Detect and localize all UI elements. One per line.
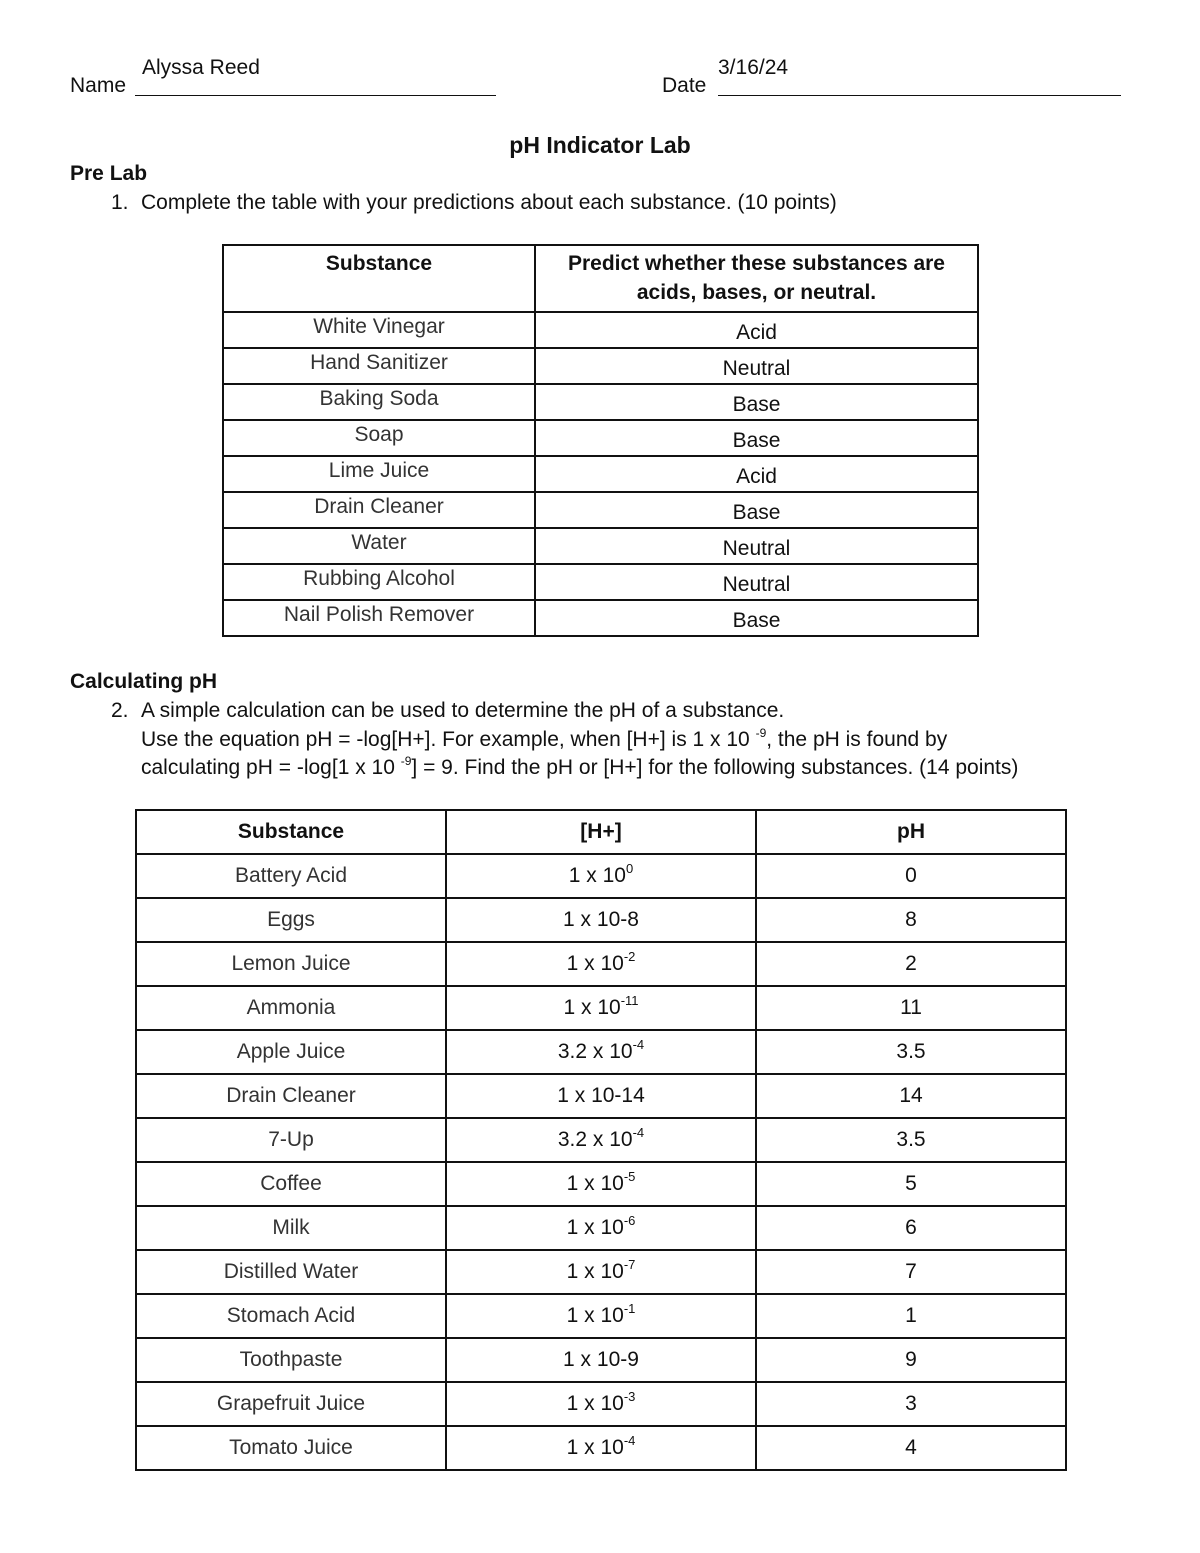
table-header-row [223, 245, 978, 312]
h-exponent: -2 [623, 949, 636, 964]
ph-cell[interactable]: 14 [756, 1074, 1066, 1118]
h-base: 1 x 10 [568, 864, 626, 887]
substance-cell: Battery Acid [136, 854, 446, 898]
q2-line3-exponent: -9 [400, 754, 412, 768]
table-row [223, 492, 978, 528]
substance-cell: Lemon Juice [136, 942, 446, 986]
ph-cell[interactable]: 9 [756, 1338, 1066, 1382]
question-2-line3 [141, 754, 1018, 783]
question-2-text [141, 697, 1018, 783]
h-concentration-cell[interactable] [446, 1030, 756, 1074]
question-1-number: 1. [111, 191, 129, 214]
h-exponent: 0 [625, 861, 634, 876]
table-header-row [136, 810, 1066, 854]
h-base: 1 x 10 [566, 952, 624, 975]
substance-cell: Eggs [136, 898, 446, 942]
question-2-line2 [141, 726, 1018, 755]
h-exponent: -4 [632, 1125, 645, 1140]
substance-cell: Toothpaste [136, 1338, 446, 1382]
substance-cell: Grapefruit Juice [136, 1382, 446, 1426]
prediction-cell[interactable]: Base [535, 600, 978, 636]
ph-cell[interactable]: 3 [756, 1382, 1066, 1426]
substance-cell: Nail Polish Remover [223, 600, 535, 636]
ph-cell[interactable]: 4 [756, 1426, 1066, 1470]
calc-heading: Calculating pH [70, 670, 218, 693]
table-row [223, 456, 978, 492]
substance-cell: Hand Sanitizer [223, 348, 535, 384]
table-row [136, 854, 1066, 898]
table-row [223, 312, 978, 348]
date-field[interactable]: 3/16/24 [718, 56, 789, 79]
q2-line3-part-a: calculating pH = -log[1 x 10 [141, 756, 401, 779]
col-prediction-line1: Predict whether these substances are [568, 252, 945, 275]
h-base: 3.2 x 10 [557, 1128, 633, 1151]
table-row [223, 384, 978, 420]
substance-cell: 7-Up [136, 1118, 446, 1162]
substance-cell: Rubbing Alcohol [223, 564, 535, 600]
h-exponent: -1 [623, 1301, 636, 1316]
q2-line2-exponent: -9 [755, 725, 767, 740]
table-row [136, 1250, 1066, 1294]
table-row [136, 1426, 1066, 1470]
prediction-cell[interactable]: Acid [535, 456, 978, 492]
table-row [136, 898, 1066, 942]
name-line [135, 95, 496, 96]
prediction-cell[interactable]: Base [535, 420, 978, 456]
q2-line2-part-a: Use the equation pH = -log[H+]. For example, when [H+] is 1 x 10 [141, 727, 756, 751]
h-concentration-cell[interactable] [446, 1074, 756, 1118]
h-concentration-cell[interactable] [446, 1382, 756, 1426]
prelab-heading: Pre Lab [70, 162, 148, 185]
table-row [136, 1338, 1066, 1382]
substance-cell: White Vinegar [223, 312, 535, 348]
h-concentration-cell[interactable] [446, 1250, 756, 1294]
name-label: Name [70, 74, 127, 97]
h-concentration-cell[interactable] [446, 1206, 756, 1250]
h-base: 3.2 x 10 [557, 1040, 633, 1063]
h-base: 1 x 10-14 [557, 1084, 645, 1107]
h-concentration-cell[interactable] [446, 942, 756, 986]
ph-cell[interactable]: 2 [756, 942, 1066, 986]
h-base: 1 x 10 [563, 996, 621, 1019]
h-concentration-cell[interactable] [446, 854, 756, 898]
prediction-cell[interactable]: Neutral [535, 528, 978, 564]
h-exponent: -3 [623, 1389, 636, 1404]
table-row [223, 348, 978, 384]
prediction-cell[interactable]: Base [535, 384, 978, 420]
table-row [136, 1030, 1066, 1074]
substance-cell: Stomach Acid [136, 1294, 446, 1338]
prediction-table [222, 244, 979, 637]
table-row [136, 942, 1066, 986]
substance-cell: Soap [223, 420, 535, 456]
table-row [136, 1074, 1066, 1118]
substance-cell: Ammonia [136, 986, 446, 1030]
col-substance: Substance [136, 810, 446, 854]
h-concentration-cell[interactable] [446, 1294, 756, 1338]
ph-cell[interactable]: 1 [756, 1294, 1066, 1338]
ph-calculation-table [135, 809, 1067, 1471]
table-row [136, 1118, 1066, 1162]
prediction-cell[interactable]: Neutral [535, 348, 978, 384]
question-1-text: Complete the table with your predictions about each substance. (10 points) [141, 191, 837, 214]
table-row [136, 1206, 1066, 1250]
h-concentration-cell[interactable] [446, 1118, 756, 1162]
h-exponent: -4 [623, 1433, 636, 1448]
h-concentration-cell[interactable] [446, 986, 756, 1030]
substance-cell: Lime Juice [223, 456, 535, 492]
page-title: pH Indicator Lab [509, 132, 691, 158]
ph-cell[interactable]: 5 [756, 1162, 1066, 1206]
date-line [718, 95, 1121, 96]
substance-cell: Coffee [136, 1162, 446, 1206]
ph-cell[interactable]: 3.5 [756, 1030, 1066, 1074]
h-base: 1 x 10 [566, 1304, 624, 1327]
table-row [136, 1162, 1066, 1206]
h-exponent: -4 [632, 1037, 645, 1052]
name-field[interactable]: Alyssa Reed [142, 56, 260, 79]
table-row [223, 420, 978, 456]
col-h-concentration: [H+] [446, 810, 756, 854]
h-base: 1 x 10 [566, 1260, 624, 1283]
q2-line2-part-b: , the pH is found by [766, 727, 948, 751]
h-base: 1 x 10 [566, 1392, 624, 1415]
ph-cell[interactable]: 7 [756, 1250, 1066, 1294]
ph-cell[interactable]: 6 [756, 1206, 1066, 1250]
h-exponent: -5 [623, 1169, 636, 1184]
date-label: Date [662, 74, 707, 97]
substance-cell: Apple Juice [136, 1030, 446, 1074]
question-2-line1: A simple calculation can be used to determine the pH of a substance. [141, 699, 785, 722]
table-row [136, 1382, 1066, 1426]
substance-cell: Drain Cleaner [136, 1074, 446, 1118]
col-ph: pH [756, 810, 1066, 854]
h-base: 1 x 10 [566, 1216, 624, 1239]
ph-cell[interactable]: 11 [756, 986, 1066, 1030]
prediction-cell[interactable]: Neutral [535, 564, 978, 600]
substance-cell: Tomato Juice [136, 1426, 446, 1470]
h-concentration-cell[interactable] [446, 1162, 756, 1206]
prediction-cell[interactable]: Acid [535, 312, 978, 348]
ph-cell[interactable]: 3.5 [756, 1118, 1066, 1162]
col-prediction [535, 245, 978, 312]
h-base: 1 x 10 [566, 1436, 624, 1459]
table-row [136, 1294, 1066, 1338]
substance-cell: Drain Cleaner [223, 492, 535, 528]
h-concentration-cell[interactable] [446, 1338, 756, 1382]
table-row [223, 564, 978, 600]
substance-cell: Distilled Water [136, 1250, 446, 1294]
question-2-number: 2. [111, 699, 129, 722]
table-row [223, 600, 978, 636]
h-base: 1 x 10-9 [563, 1348, 639, 1371]
q2-line3-part-b: ] = 9. Find the pH or [H+] for the following substances. (14 points) [411, 756, 1019, 779]
col-substance: Substance [223, 245, 535, 312]
h-exponent: -6 [623, 1213, 636, 1228]
ph-cell[interactable]: 0 [756, 854, 1066, 898]
table-row [136, 986, 1066, 1030]
h-base: 1 x 10 [566, 1172, 624, 1195]
substance-cell: Water [223, 528, 535, 564]
prediction-cell[interactable]: Base [535, 492, 978, 528]
h-exponent: -7 [623, 1257, 636, 1272]
h-concentration-cell[interactable] [446, 898, 756, 942]
ph-cell[interactable]: 8 [756, 898, 1066, 942]
substance-cell: Milk [136, 1206, 446, 1250]
substance-cell: Baking Soda [223, 384, 535, 420]
col-prediction-line2: acids, bases, or neutral. [636, 281, 877, 304]
table-row [223, 528, 978, 564]
h-base: 1 x 10-8 [563, 908, 639, 931]
h-concentration-cell[interactable] [446, 1426, 756, 1470]
h-exponent: -11 [620, 993, 639, 1008]
